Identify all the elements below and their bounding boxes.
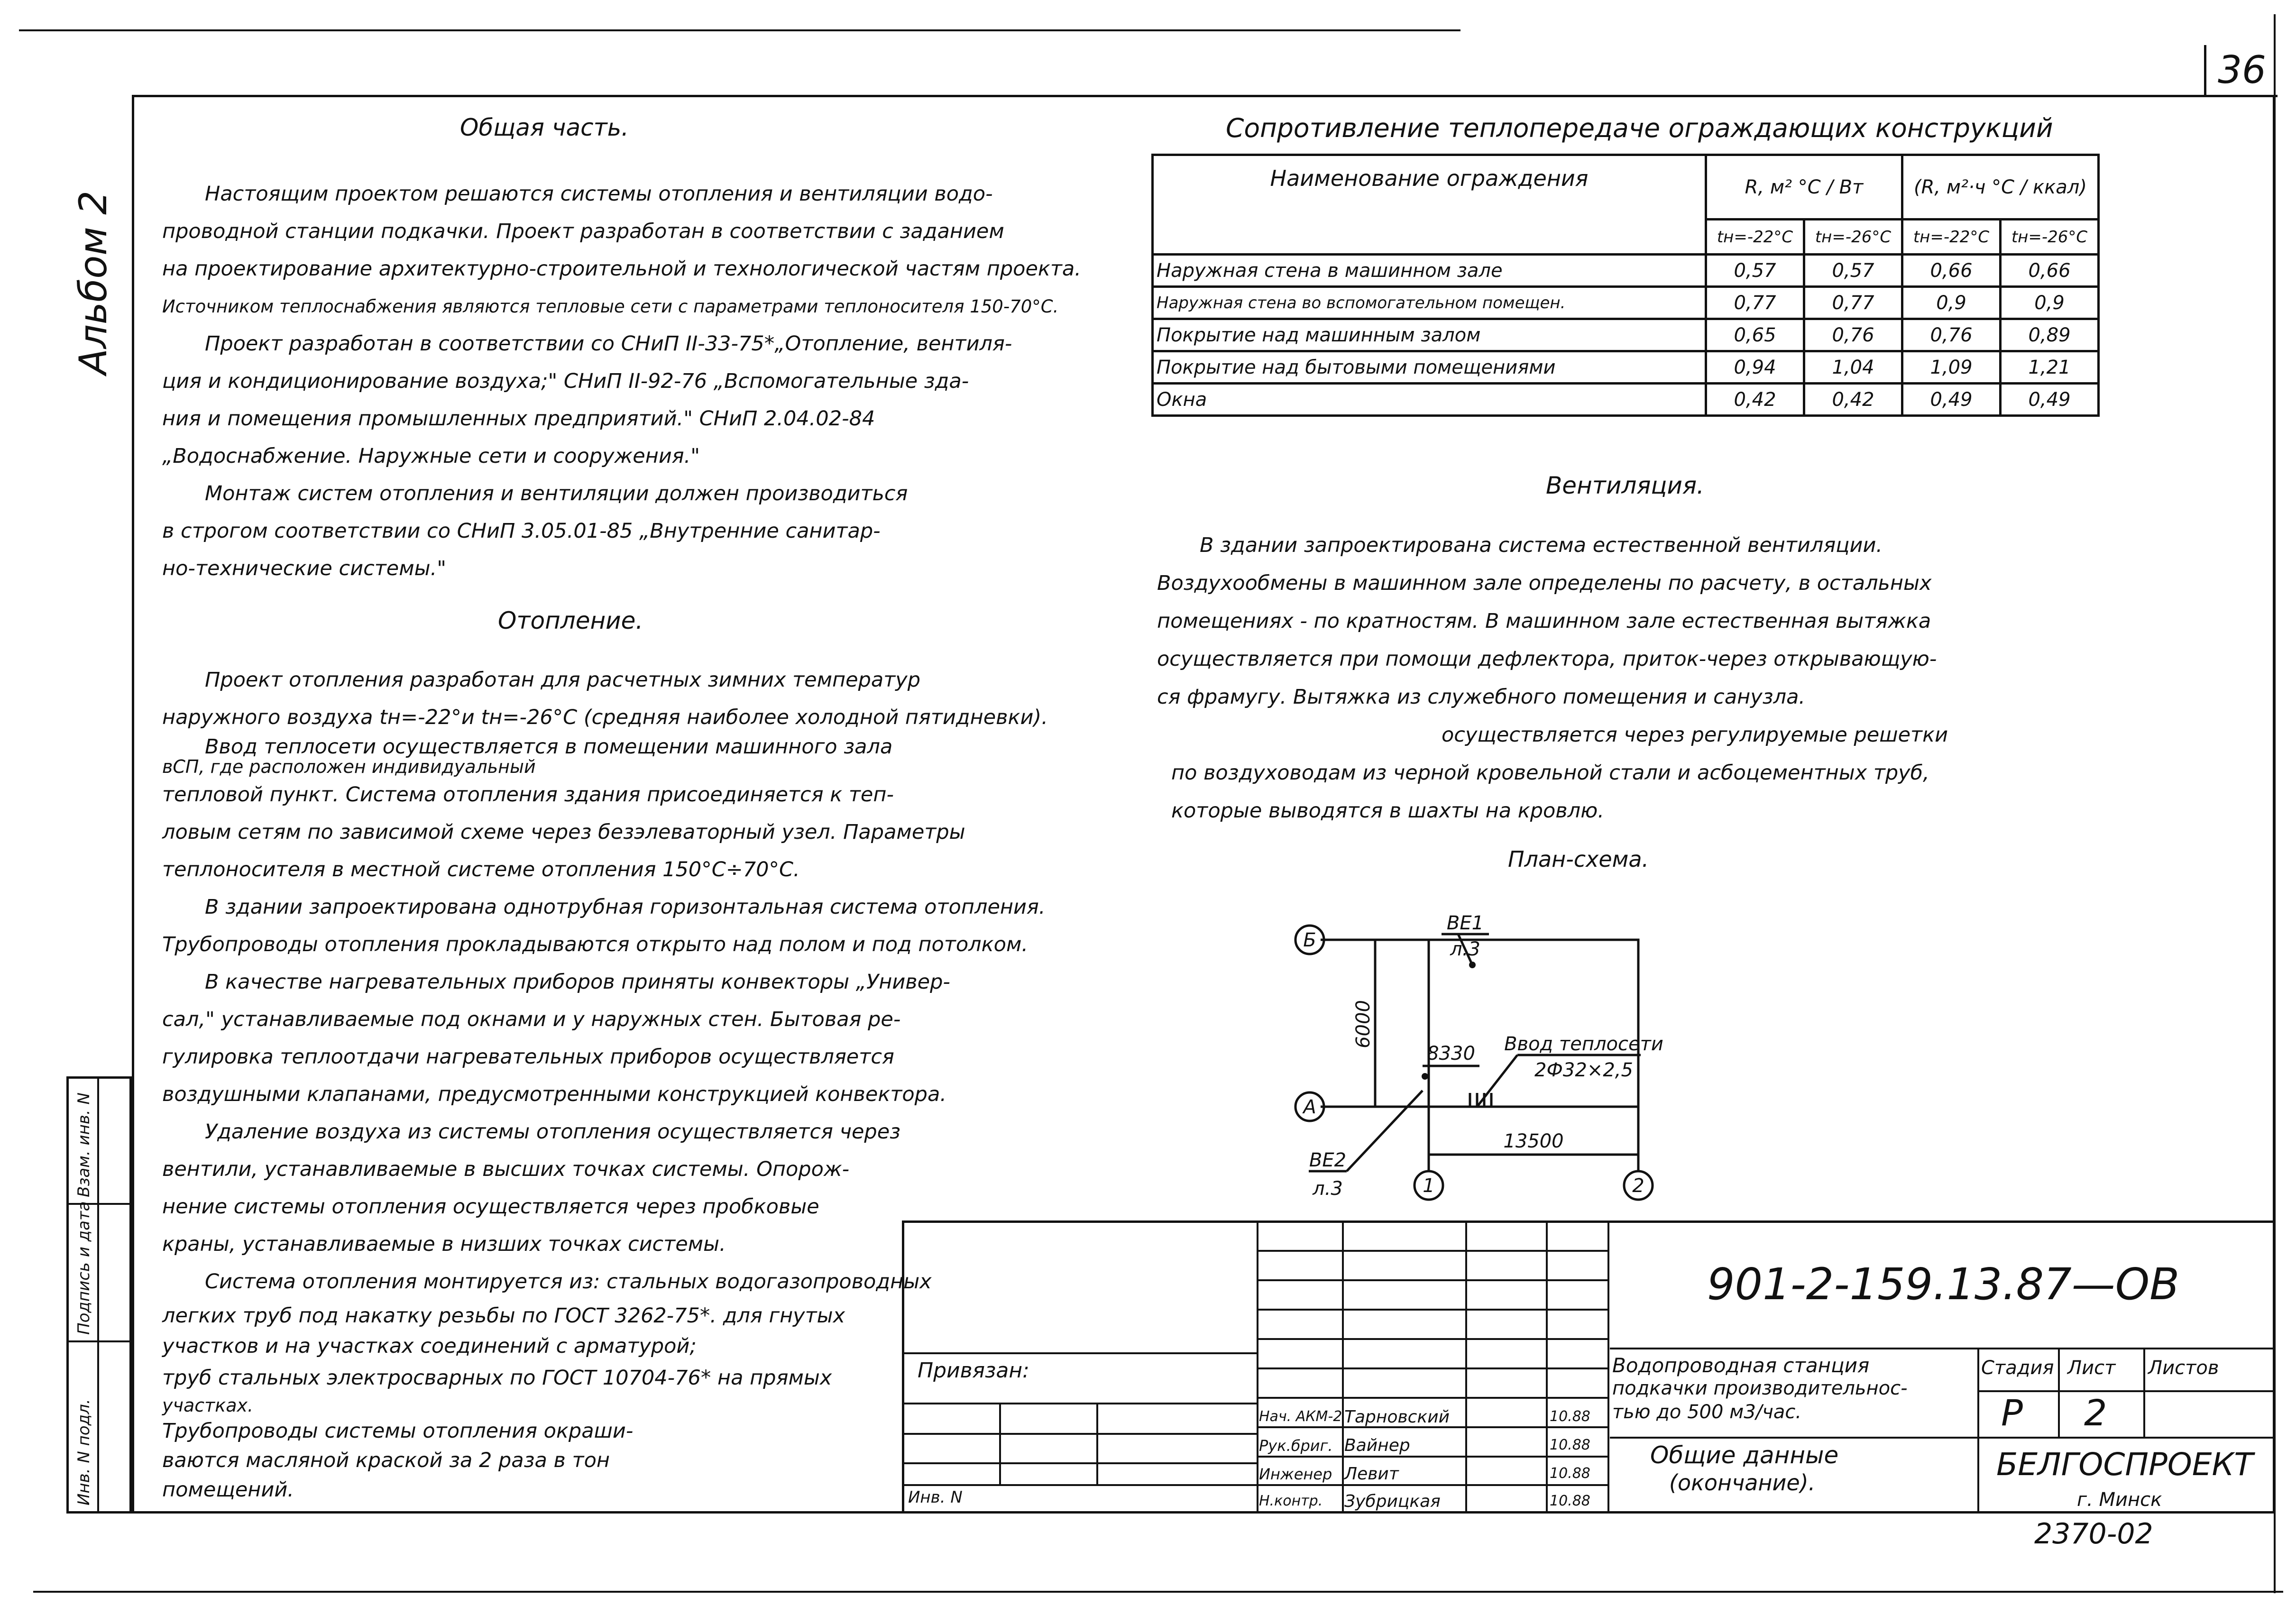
bottom-rule: [33, 1591, 2283, 1593]
text-line: осуществляется при помощи дефлектора, приток-через открывающую-: [1157, 647, 1937, 671]
sheet-label: Лист: [2067, 1357, 2116, 1379]
tb-divider: [2058, 1348, 2060, 1437]
text-line: В здании запроектирована однотрубная горизонтальная система отопления.: [205, 895, 1046, 919]
text-line: теплоносителя в местной системе отопления 150°С÷70°С.: [162, 858, 800, 881]
staff-date: 10.88: [1550, 1465, 1590, 1482]
resistance-table: [1151, 154, 2100, 417]
text-line: вентили, устанавливаемые в высших точках системы. Опорож-: [162, 1157, 850, 1181]
staff-date: 10.88: [1550, 1408, 1590, 1425]
text-line: ваются масляной краской за 2 раза в тон: [162, 1449, 610, 1472]
staff-name: Зубрицкая: [1344, 1492, 1441, 1511]
tb-divider: [2143, 1348, 2145, 1437]
staff-role: Инженер: [1259, 1465, 1332, 1483]
inlet-label: Ввод теплосети: [1504, 1033, 1663, 1055]
revision-grid: [1257, 1220, 1610, 1420]
text-line: нение системы отопления осуществляется через пробковые: [162, 1195, 819, 1219]
text-line: Источником теплоснабжения являются тепловые сети с параметрами теплоносителя 150-70°С.: [162, 296, 1059, 317]
room-point: [1469, 962, 1476, 968]
dim-inner-label: 8330: [1427, 1043, 1475, 1064]
text-line: Ввод теплосети осуществляется в помещении машинного зала: [205, 735, 893, 759]
sheet-title-line: Общие данные: [1650, 1441, 1839, 1469]
staff-name: Тарновский: [1344, 1407, 1450, 1427]
doc-code: 901-2-159.13.87—ОВ: [1707, 1259, 2180, 1310]
plan-title: План-схема.: [1508, 846, 1649, 872]
text-line: проводной станции подкачки. Проект разработан в соответствии с заданием: [162, 220, 1004, 243]
table-row: Окна 0,42 0,42 0,49 0,49: [1153, 384, 2099, 416]
text-line: которые выводятся в шахты на кровлю.: [1171, 799, 1604, 823]
inlet-pipe-label: 2Ф32×2,5: [1534, 1059, 1633, 1081]
org-name: БЕЛГОСПРОЕКТ: [1996, 1446, 2253, 1483]
temp-header: tн=-22°С: [1902, 220, 2001, 255]
text-line: участков и на участках соединений с арматурой;: [162, 1334, 697, 1358]
text-line: краны, устанавливаемые в низших точках системы.: [162, 1232, 726, 1256]
staff-role: Н.контр.: [1259, 1493, 1323, 1509]
temp-header: tн=-26°С: [1804, 220, 1902, 255]
be1-label: ВЕ1: [1446, 912, 1484, 934]
col-r-kcal-header: (R, м²·ч °С / ккал): [1902, 155, 2099, 220]
text-line: в строгом соответствии со СНиП 3.05.01-85 „Внутренние санитар-: [162, 519, 881, 543]
building-outline: [1429, 940, 1638, 1107]
stage-label: Стадия: [1981, 1357, 2054, 1379]
be1-sheet: л.3: [1450, 938, 1480, 960]
object-line: подкачки производительнос-: [1612, 1377, 1908, 1399]
album-label: Альбом 2: [71, 191, 115, 375]
text-line: Проект разработан в соответствии со СНиП II-33-75*„Отопление, вентиля-: [205, 332, 1012, 356]
text-line: труб стальных электросварных по ГОСТ 10704-76* на прямых: [162, 1366, 832, 1390]
text-line: ция и кондиционирование воздуха;" СНиП II-92-76 „Вспомогательные зда-: [162, 369, 969, 393]
tb-divider: [1610, 1437, 2275, 1439]
ventilation-title: Вентиляция.: [1546, 472, 1704, 499]
binding-label: Привязан:: [918, 1358, 1029, 1383]
plan-scheme: [1280, 882, 1840, 1223]
text-line: В качестве нагревательных приборов приняты конвекторы „Универ-: [205, 970, 950, 994]
side-label-replace-inv: Взам. инв. N: [74, 1092, 93, 1197]
text-line: Проект отопления разработан для расчетных зимних температур: [205, 668, 921, 692]
text-line: легких труб под накатку резьбы по ГОСТ 3262-75*. для гнутых: [162, 1304, 845, 1328]
temp-header: tн=-22°С: [1706, 220, 1804, 255]
be2-leader: [1347, 1091, 1423, 1171]
side-label-inv-orig: Инв. N подл.: [74, 1399, 93, 1505]
sheet-value: 2: [2084, 1392, 2107, 1434]
staff-name: Вайнер: [1344, 1436, 1410, 1455]
text-line: Воздухообмены в машинном зале определены по расчету, в остальных: [1157, 571, 1932, 595]
text-line: но-технические системы.": [162, 557, 447, 580]
sheet-title-line: (окончание).: [1669, 1470, 1816, 1496]
table-row: Наружная стена во вспомогательном помещен. 0,77 0,77 0,9 0,9: [1153, 287, 2099, 319]
tb-divider: [1977, 1348, 1979, 1437]
text-line: гулировка теплоотдачи нагревательных приборов осуществляется: [162, 1045, 894, 1069]
text-line: наружного воздуха tн=-22°и tн=-26°С (средняя наиболее холодной пятидневки).: [162, 706, 1048, 729]
org-city: г. Минск: [2077, 1489, 2162, 1511]
text-line: помещениях - по кратностям. В машинном зале естественная вытяжка: [1157, 609, 1931, 633]
general-title: Общая часть.: [460, 114, 629, 141]
text-line: тепловой пункт. Система отопления здания присоединяется к теп-: [162, 783, 894, 807]
room-point: [1422, 1073, 1428, 1080]
be2-sheet: л.3: [1313, 1178, 1343, 1200]
col-r-si-header: R, м² °С / Вт: [1706, 155, 1902, 220]
heating-title: Отопление.: [498, 607, 643, 634]
text-line: по воздуховодам из черной кровельной стали и асбоцементных труб,: [1171, 761, 1929, 785]
order-number: 2370-02: [2034, 1517, 2153, 1551]
staff-role: Рук.бриг.: [1259, 1437, 1333, 1455]
axis-b-label: Б: [1303, 929, 1316, 951]
general-text: [162, 175, 1081, 587]
text-line: Удаление воздуха из системы отопления осуществляется через: [205, 1120, 901, 1144]
text-line: сал," устанавливаемые под окнами и у наружных стен. Бытовая ре-: [162, 1008, 901, 1031]
text-line: „Водоснабжение. Наружные сети и сооружения.": [162, 444, 700, 468]
table-row: Покрытие над бытовыми помещениями 0,94 1,04 1,09 1,21: [1153, 351, 2099, 384]
be2-label: ВЕ2: [1309, 1149, 1347, 1171]
text-line: на проектирование архитектурно-строительной и технологической частям проекта.: [162, 257, 1081, 281]
text-line: ния и помещения промышленных предприятий." СНиП 2.04.02-84: [162, 407, 875, 431]
col-name-header: Наименование ограждения: [1153, 155, 1706, 255]
sheet-number: 36: [2204, 45, 2278, 97]
staff-role: Нач. АКМ-2: [1259, 1408, 1342, 1425]
inv-label: Инв. N: [908, 1488, 963, 1507]
text-line: Трубопроводы системы отопления окраши-: [162, 1419, 634, 1443]
ventilation-text: [1157, 526, 1948, 830]
axis-2-label: 2: [1632, 1175, 1644, 1197]
axis-1-label: 1: [1423, 1175, 1435, 1197]
staff-date: 10.88: [1550, 1437, 1590, 1453]
text-line: Система отопления монтируется из: стальных водогазопроводных: [205, 1270, 932, 1294]
text-line: помещений.: [162, 1478, 294, 1502]
object-line: Водопроводная станция: [1612, 1354, 1870, 1377]
text-line: ся фрамугу. Вытяжка из служебного помещения и санузла.: [1157, 685, 1806, 709]
text-line: Трубопроводы отопления прокладываются открыто над полом и под потолком.: [162, 933, 1029, 956]
text-line: Настоящим проектом решаются системы отопления и вентиляции водо-: [205, 182, 993, 206]
text-line: участках.: [162, 1395, 254, 1416]
axis-a-label: А: [1303, 1096, 1316, 1118]
text-line: ловым сетям по зависимой схеме через безэлеваторный узел. Параметры: [162, 820, 965, 844]
resistance-title: Сопротивление теплопередаче ограждающих конструкций: [1226, 113, 2053, 143]
object-line: тью до 500 м3/час.: [1612, 1401, 1802, 1423]
stage-value: Р: [2001, 1392, 2023, 1434]
sheets-label: Листов: [2148, 1357, 2219, 1379]
staff-name: Левит: [1344, 1464, 1399, 1484]
text-line: Монтаж систем отопления и вентиляции должен производиться: [205, 482, 908, 505]
tb-divider: [1977, 1437, 1979, 1514]
binding-margin: [66, 1076, 132, 1514]
table-row: Наружная стена в машинном зале 0,57 0,57 0,66 0,66: [1153, 255, 2099, 287]
text-line: осуществляется через регулируемые решетки: [1442, 723, 1948, 747]
table-row: Покрытие над машинным залом 0,65 0,76 0,76 0,89: [1153, 319, 2099, 351]
text-line: воздушными клапанами, предусмотренными конструкцией конвектора.: [162, 1083, 946, 1106]
dim-height-label: 6000: [1352, 1000, 1374, 1048]
top-rule: [19, 29, 1460, 31]
temp-header: tн=-26°С: [2001, 220, 2099, 255]
tb-divider: [1610, 1348, 2275, 1349]
dim-total-label: 13500: [1503, 1130, 1564, 1152]
text-line: вСП, где расположен индивидуальный: [162, 756, 536, 777]
staff-date: 10.88: [1550, 1493, 1590, 1509]
side-label-signature: Подпись и дата: [74, 1201, 93, 1335]
text-line: В здании запроектирована система естественной вентиляции.: [1200, 533, 1883, 557]
